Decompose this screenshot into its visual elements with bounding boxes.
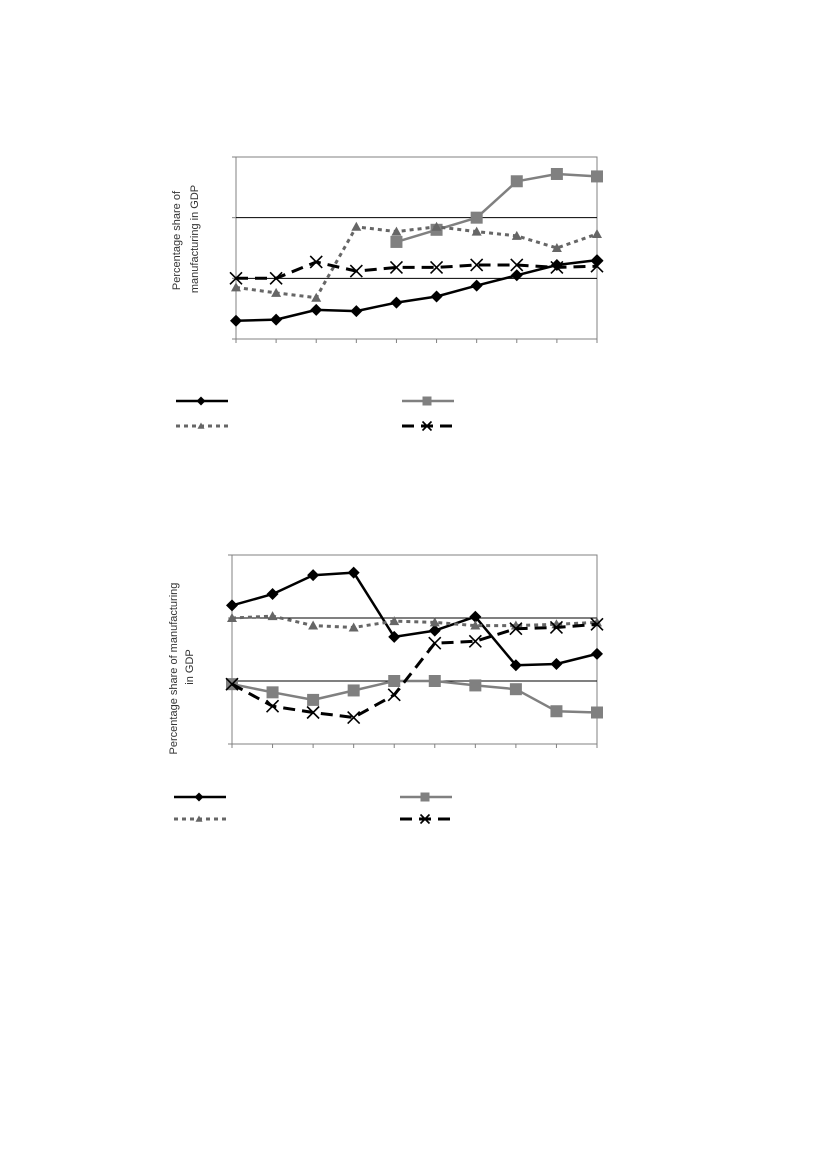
series-2-point: [510, 683, 522, 695]
legend-marker-2: [421, 793, 430, 802]
legend-marker-2: [423, 397, 432, 406]
x-ticks-2: [232, 744, 597, 748]
y-ticks-2: [228, 555, 232, 744]
plot-area-1: [236, 157, 597, 339]
series-2-point: [471, 212, 483, 224]
legend-marker-1: [195, 793, 204, 802]
series-2-point: [551, 168, 563, 180]
chart-1: [171, 157, 603, 431]
legend-1: [176, 397, 454, 431]
y-ticks-1: [232, 157, 236, 339]
series-2-point: [591, 707, 603, 719]
series-2-point: [469, 679, 481, 691]
series-2-point: [591, 170, 603, 182]
y-axis-label-line-2: in GDP: [184, 649, 196, 685]
legend-2: [174, 793, 452, 824]
series-2-point: [307, 694, 319, 706]
plot-area-2: [232, 555, 597, 744]
x-ticks-1: [236, 339, 597, 343]
y-axis-label-line-1: Percentage share of: [171, 190, 183, 291]
series-2-point: [388, 675, 400, 687]
series-2-point: [390, 236, 402, 248]
y-axis-label-2: [168, 580, 196, 755]
series-2-point: [550, 705, 562, 717]
y-axis-label-line-1: Percentage share of manufacturing: [168, 582, 180, 755]
y-axis-label-1: [171, 185, 201, 293]
series-2-point: [348, 684, 360, 696]
legend-marker-1: [197, 397, 206, 406]
series-2-point: [429, 675, 441, 687]
series-2-point: [267, 686, 279, 698]
series-2-point: [511, 175, 523, 187]
chart-2: [168, 555, 603, 824]
y-axis-label-line-2: manufacturing in GDP: [189, 184, 201, 294]
